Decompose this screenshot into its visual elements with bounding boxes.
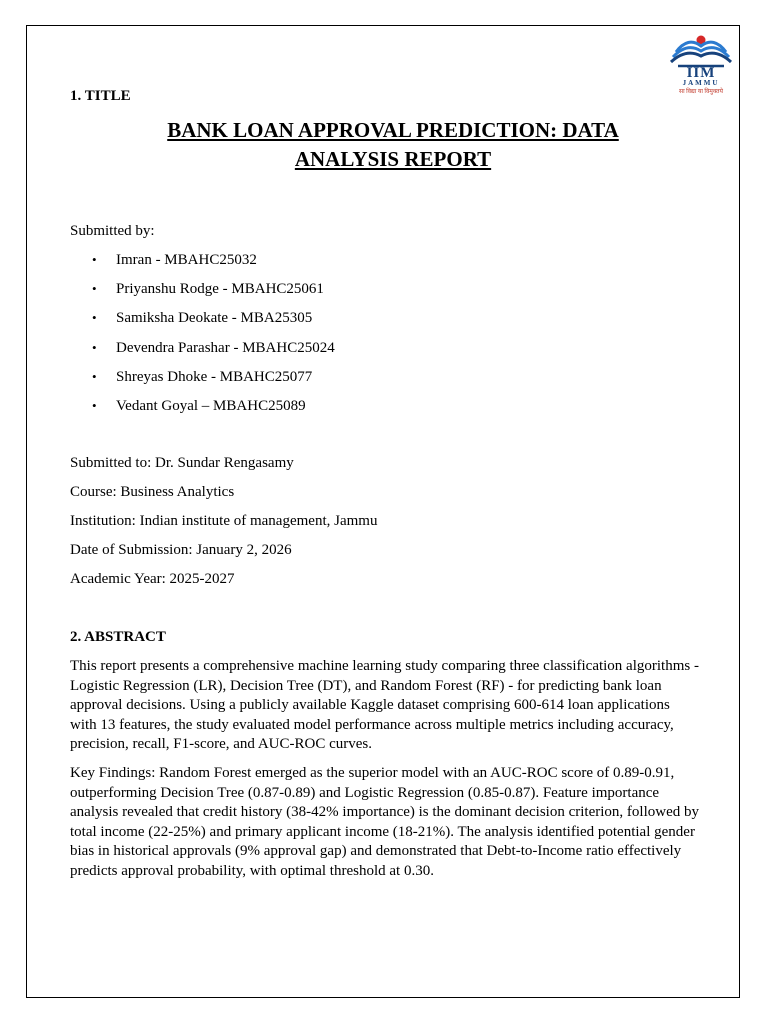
abstract-paragraph-1: This report presents a comprehensive machine learning study comparing three classification algorithms - Logistic Regression (LR), Decision Tree (DT), and Random Forest (RF) - for predicting bank loan approval decisions. Using a publicly available Kaggle dataset comprising 600-614 loan applications with 13 features, the study evaluated model performance across multiple metrics including accuracy, precision, recall, F1-score, and AUC-ROC curves. <box>70 658 699 752</box>
section-heading-abstract: 2. ABSTRACT <box>70 629 166 645</box>
list-item: • Imran - MBAHC25032 <box>70 250 335 279</box>
course: Course: Business Analytics <box>70 484 235 500</box>
logo-motto-text: सा विद्या या विमुक्तये <box>679 89 723 95</box>
iim-jammu-logo <box>668 32 734 96</box>
member-list <box>70 250 335 425</box>
list-item: • Shreyas Dhoke - MBAHC25077 <box>70 367 335 396</box>
abstract-paragraph-2: Key Findings: Random Forest emerged as the superior model with an AUC-ROC score of 0.89-0.91, outperforming Decision Tree (0.87-0.89) and Logistic Regression (0.85-0.87). Feature importance analysis revealed that credit history (38-42% importance) is the dominant decision criterion, followed by total income (22-25%) and primary applicant income (18-21%). The analysis identified potential gender bias in historical approvals (9% approval gap) and demonstrated that Debt-to-Income ratio effectively predicts approval probability, with optimal threshold at 0.30. <box>70 765 699 879</box>
logo-iim-text: IIM <box>686 65 716 81</box>
submission-date: Date of Submission: January 2, 2026 <box>70 542 292 558</box>
list-item: • Samiksha Deokate - MBA25305 <box>70 308 335 337</box>
section-heading-title: 1. TITLE <box>70 88 131 104</box>
academic-year: Academic Year: 2025-2027 <box>70 571 235 587</box>
report-title-line2: ANALYSIS REPORT <box>294 147 492 171</box>
institution: Institution: Indian institute of management, Jammu <box>70 513 378 529</box>
report-title-line1: BANK LOAN APPROVAL PREDICTION: DATA <box>167 118 619 142</box>
list-item: • Vedant Goyal – MBAHC25089 <box>70 396 335 425</box>
report-title <box>70 116 716 174</box>
logo-jammu-text: JAMMU <box>682 79 720 87</box>
list-item: • Devendra Parashar - MBAHC25024 <box>70 338 335 367</box>
submitted-to: Submitted to: Dr. Sundar Rengasamy <box>70 455 294 471</box>
submitted-by-label: Submitted by: <box>70 223 155 239</box>
list-item: • Priyanshu Rodge - MBAHC25061 <box>70 279 335 308</box>
logo-emblem-icon <box>668 32 734 68</box>
